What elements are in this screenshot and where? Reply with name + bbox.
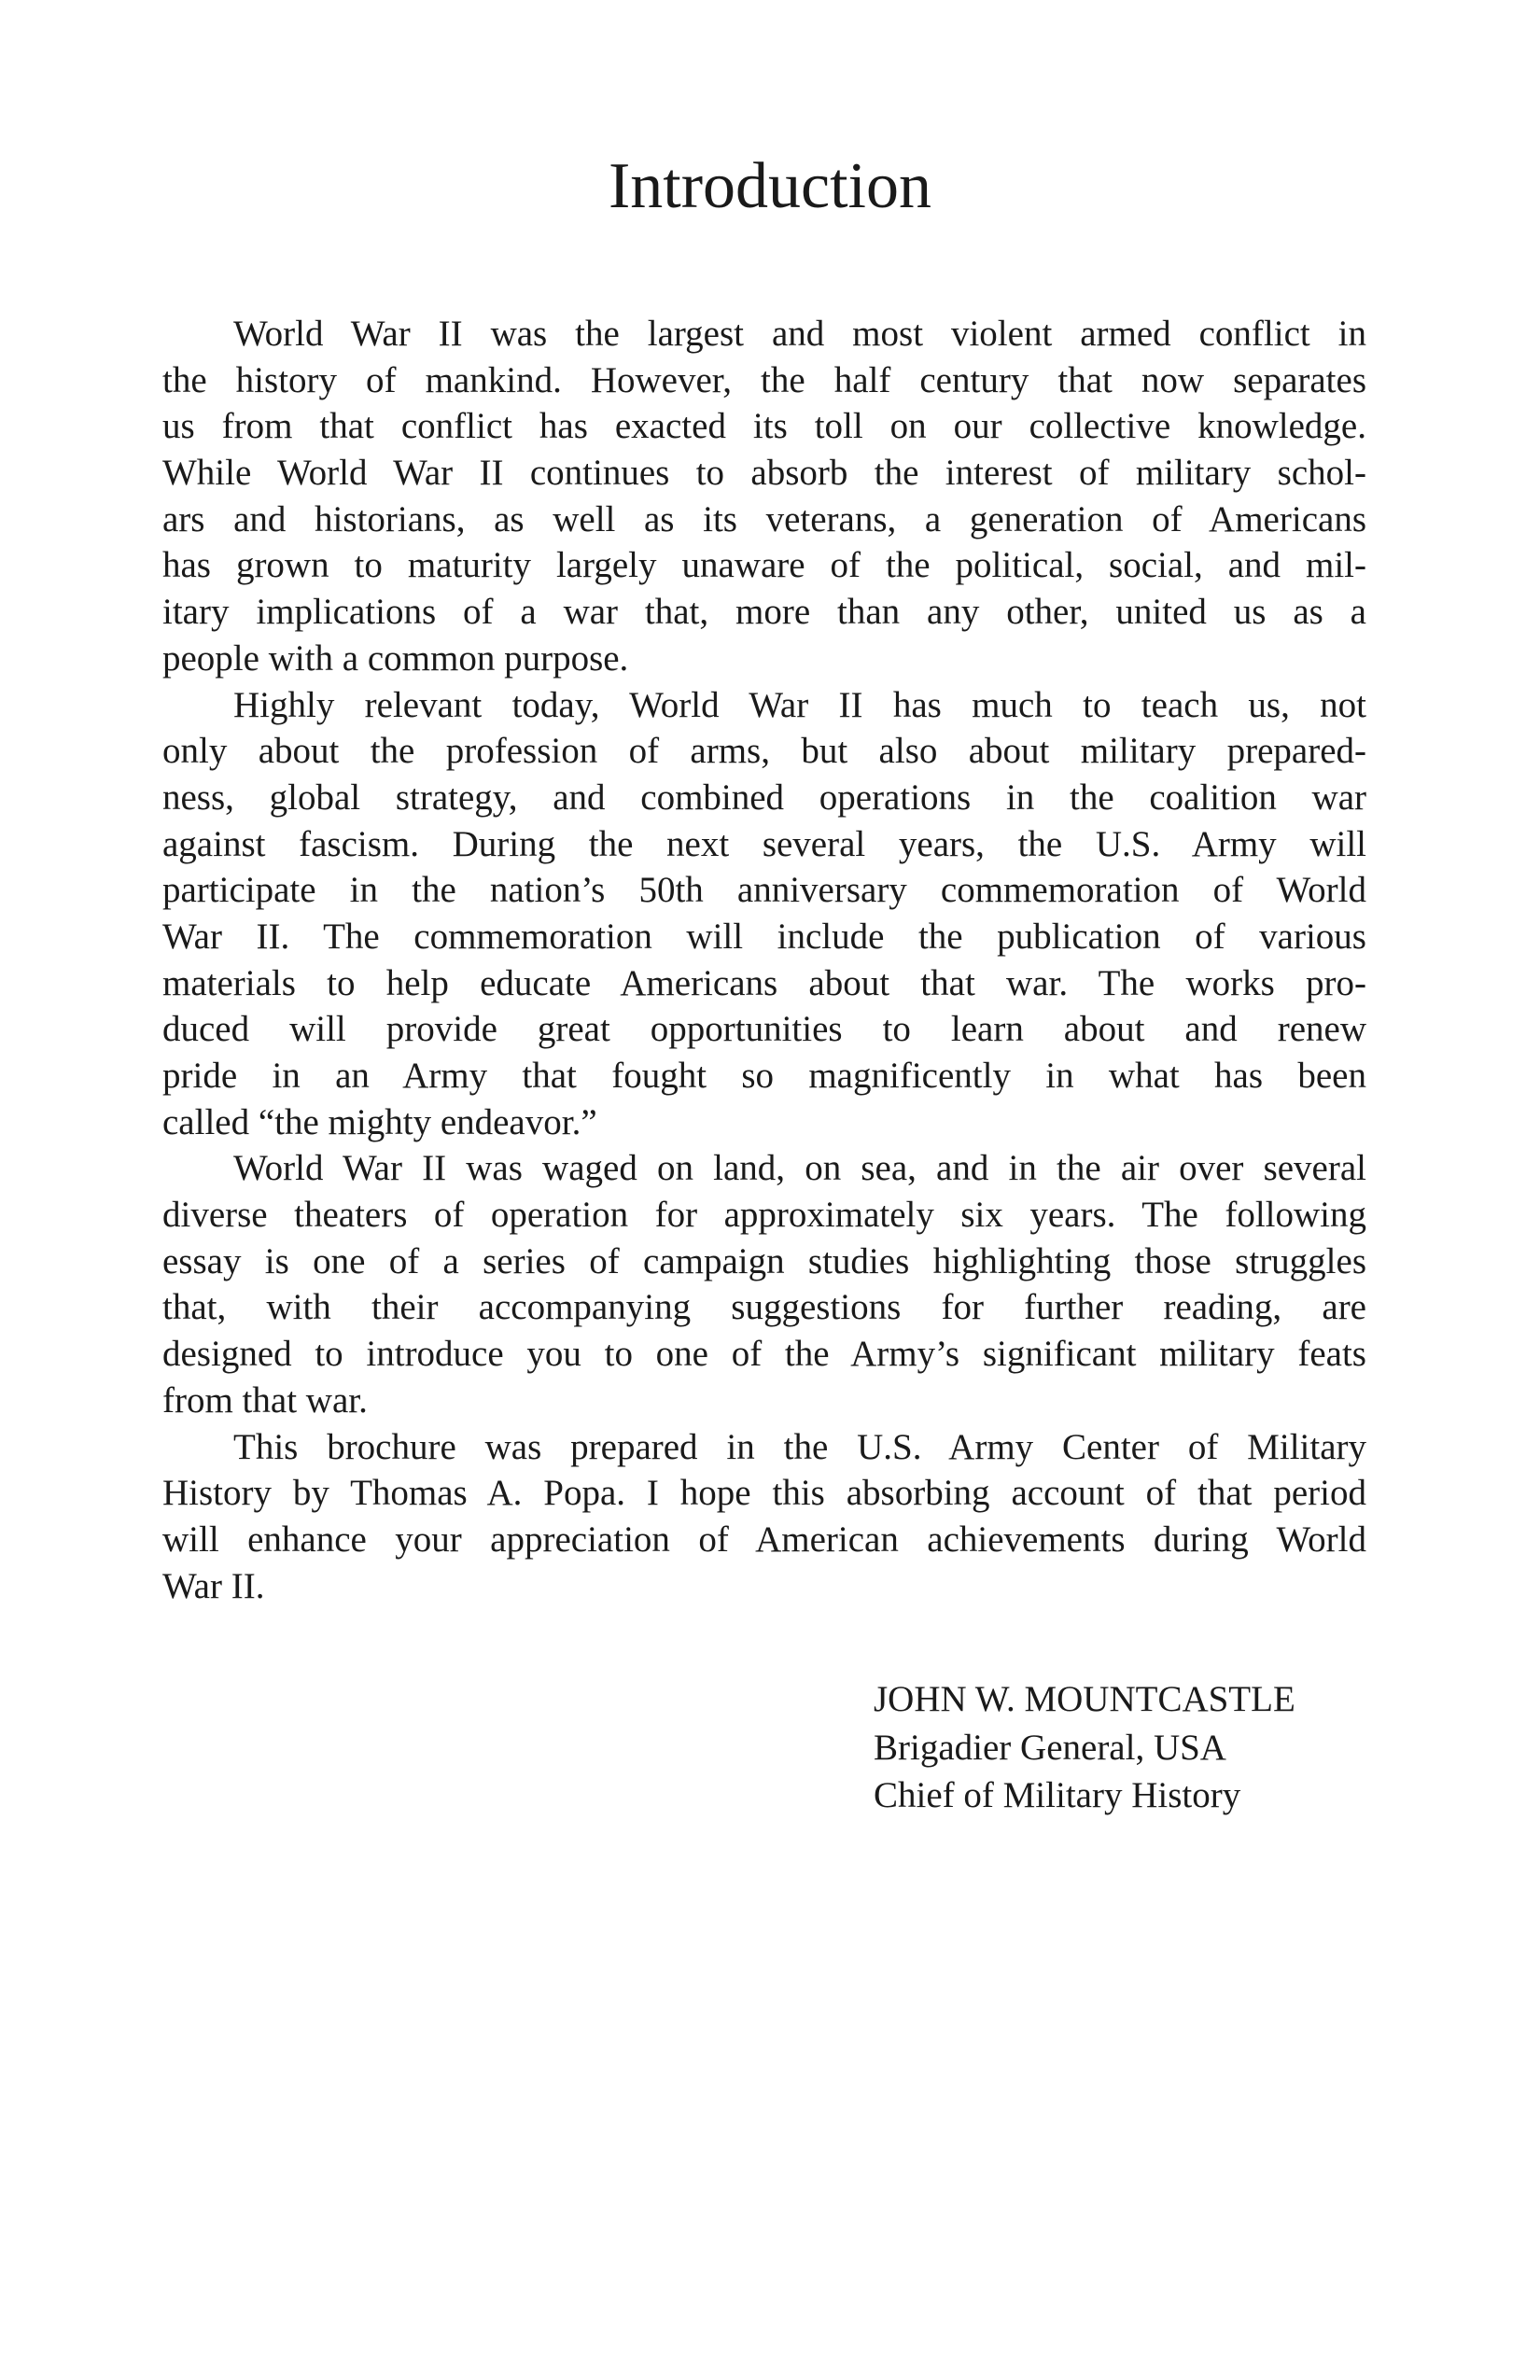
text-line: World War II was the largest and most violent armed conflict in bbox=[233, 314, 1366, 354]
text-line: Highly relevant today, World War II has much to teach us, not bbox=[233, 684, 1366, 725]
signatory-position: Chief of Military History bbox=[874, 1775, 1241, 1815]
page-title: Introduction bbox=[608, 150, 932, 222]
text-line: World War II was waged on land, on sea, and in the air over several bbox=[233, 1148, 1366, 1189]
text-line: will enhance your appreciation of American achievements during World bbox=[162, 1519, 1366, 1560]
paragraph bbox=[162, 1424, 1366, 1610]
signature-block bbox=[874, 1675, 1295, 1820]
text-line: duced will provide great opportunities to learn about and renew bbox=[162, 1009, 1366, 1050]
paragraph bbox=[162, 682, 1366, 1146]
text-line: pride in an Army that fought so magnificently in what has been bbox=[162, 1056, 1366, 1096]
signatory-rank: Brigadier General, USA bbox=[874, 1727, 1226, 1768]
text-line: This brochure was prepared in the U.S. Army Center of Military bbox=[233, 1426, 1366, 1467]
text-line: diverse theaters of operation for approximately six years. The following bbox=[162, 1195, 1366, 1236]
text-line: War II. bbox=[162, 1565, 265, 1606]
text-line: has grown to maturity largely unaware of the political, social, and mil- bbox=[162, 545, 1366, 586]
text-line: called “the mighty endeavor.” bbox=[162, 1101, 597, 1142]
text-line: ness, global strategy, and combined operations in the coalition war bbox=[162, 777, 1366, 818]
text-line: against fascism. During the next several years, the U.S. Army will bbox=[162, 823, 1366, 864]
text-line: only about the profession of arms, but also about military prepared- bbox=[162, 731, 1366, 772]
text-line: participate in the nation’s 50th anniversary commemoration of World bbox=[162, 870, 1366, 911]
text-line: designed to introduce you to one of the Army’s significant military feats bbox=[162, 1334, 1366, 1375]
text-line: essay is one of a series of campaign studies highlighting those struggles bbox=[162, 1240, 1366, 1281]
text-line: itary implications of a war that, more than any other, united us as a bbox=[162, 592, 1366, 633]
text-line: from that war. bbox=[162, 1379, 368, 1421]
text-line: War II. The commemoration will include the publication of various bbox=[162, 916, 1366, 957]
introduction-body bbox=[162, 311, 1366, 1609]
signatory-name: JOHN W. MOUNTCASTLE bbox=[874, 1679, 1295, 1719]
text-line: that, with their accompanying suggestions for further reading, are bbox=[162, 1287, 1366, 1328]
text-line: us from that conflict has exacted its toll on our collective knowledge. bbox=[162, 406, 1366, 447]
text-line: the history of mankind. However, the half century that now separates bbox=[162, 359, 1366, 400]
text-line: While World War II continues to absorb the interest of military schol- bbox=[162, 453, 1366, 494]
text-line: History by Thomas A. Popa. I hope this absorbing account of that period bbox=[162, 1473, 1366, 1514]
text-line: people with a common purpose. bbox=[162, 637, 629, 679]
text-line: ars and historians, as well as its veterans, a generation of Americans bbox=[162, 498, 1366, 539]
paragraph bbox=[162, 311, 1366, 682]
paragraph bbox=[162, 1145, 1366, 1423]
text-line: materials to help educate Americans about that war. The works pro- bbox=[162, 962, 1366, 1003]
